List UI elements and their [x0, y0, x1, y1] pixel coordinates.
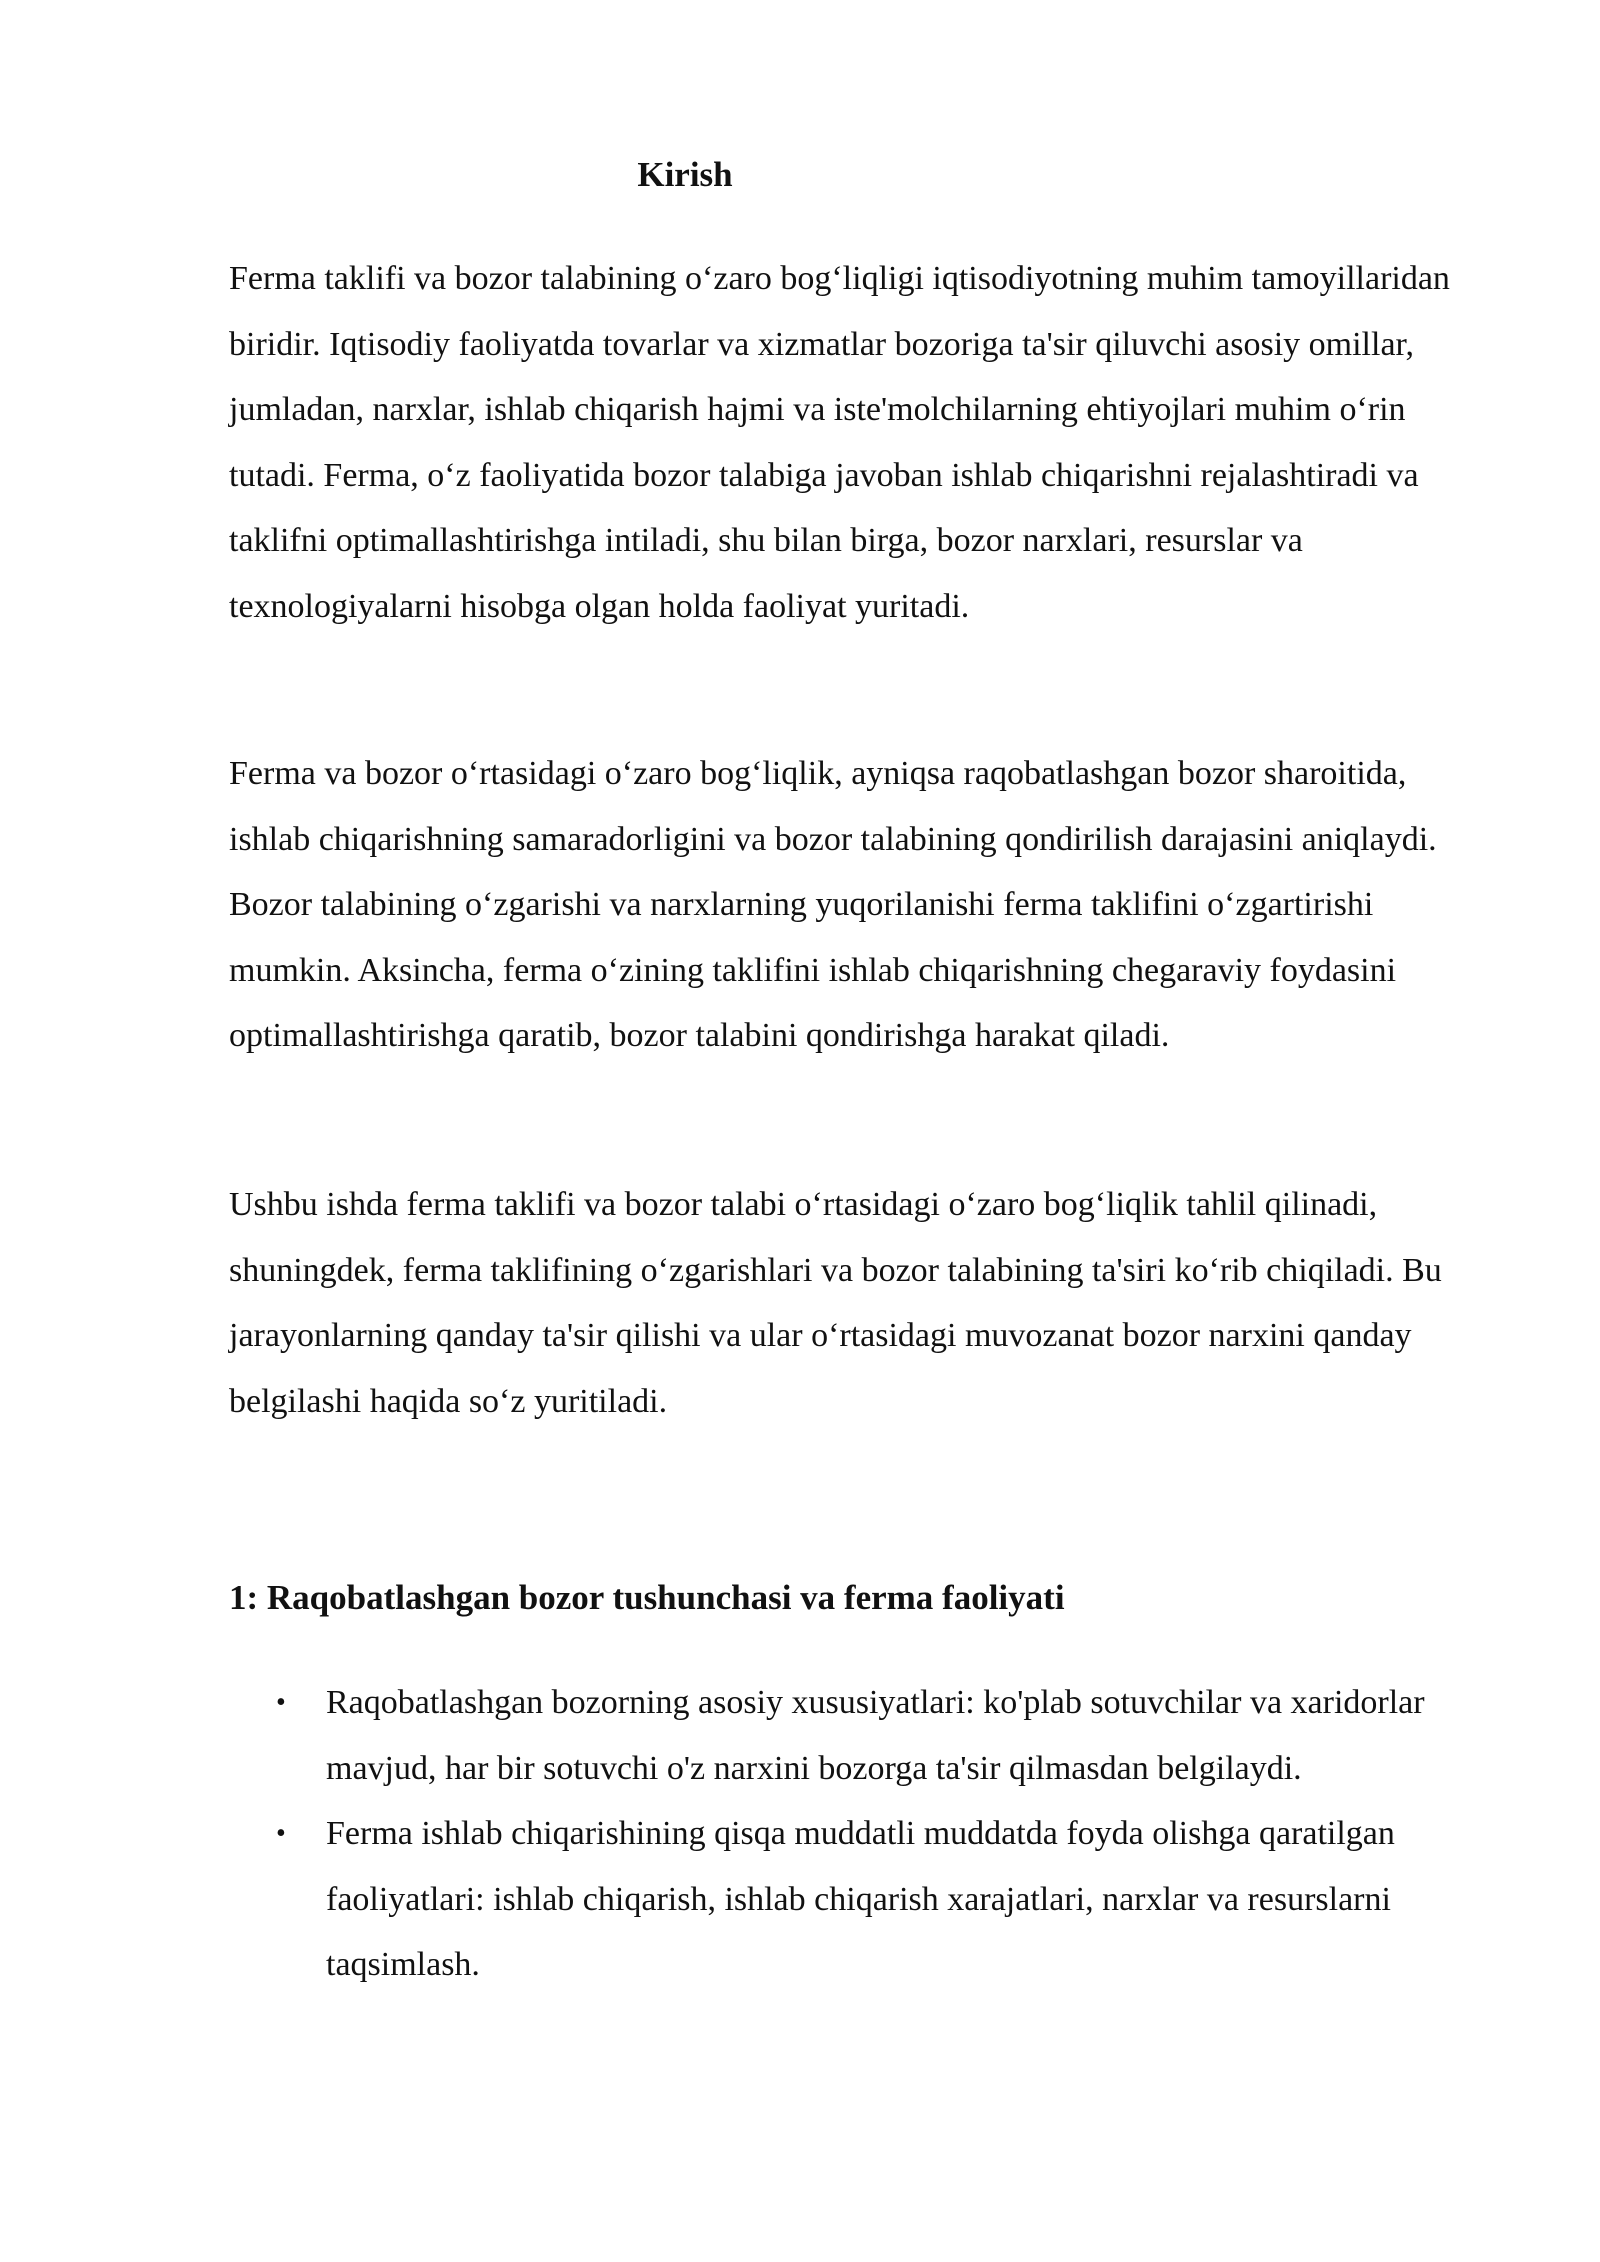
intro-paragraph-1: Ferma taklifi va bozor talabining o‘zaro bog‘liqligi iqtisodiyotning muhim tamoyillaridan biridir. Iqtisodiy faoliyatda tovarlar va xizmatlar bozoriga ta'sir qiluvchi asosiy omillar, jumladan, narxlar, ishlab chiqarish hajmi va iste'molchilarning ehtiyojlari muhim o‘rin tutadi. Ferma, o‘z faoliyatida bozor talabiga javoban ishlab chiqarishni rejalashtiradi va taklifni optimallashtirishga intiladi, shu bilan birga, bozor narxlari, resurslar va texnologiyalarni hisobga olgan holda faoliyat yuritadi. — [229, 260, 1450, 625]
bullet-text: Ferma ishlab chiqarishining qisqa muddatli muddatda foyda olishga qaratilgan faoliyatlari: ishlab chiqarish, ishlab chiqarish xarajatlari, narxlar va resurslarni taqsimlash. — [326, 1815, 1395, 1983]
page-title: Kirish — [637, 155, 733, 194]
bullet-list — [229, 1670, 1489, 1998]
bullet-icon: • — [276, 1818, 286, 1849]
bullet-text: Raqobatlashgan bozorning asosiy xususiyatlari: ko'plab sotuvchilar va xaridorlar mavjud, har bir sotuvchi o'z narxini bozorga ta'sir qilmasdan belgilaydi. — [326, 1684, 1425, 1787]
intro-paragraph-2: Ferma va bozor o‘rtasidagi o‘zaro bog‘liqlik, ayniqsa raqobatlashgan bozor sharoitida, ishlab chiqarishning samaradorligini va bozor talabining qondirilish darajasini aniqlaydi. Bozor talabining o‘zgarishi va narxlarning yuqorilanishi ferma taklifini o‘zgartirishi mumkin. Aksincha, ferma o‘zining taklifini ishlab chiqarishning chegaraviy foydasini optimallashtirishga qaratib, bozor talabini qondirishga harakat qiladi. — [229, 755, 1437, 1054]
bullet-icon: • — [276, 1687, 286, 1718]
list-item — [229, 1670, 1489, 1801]
list-item — [229, 1801, 1489, 1998]
intro-paragraph-3: Ushbu ishda ferma taklifi va bozor talabi o‘rtasidagi o‘zaro bog‘liqlik tahlil qilinadi, shuningdek, ferma taklifining o‘zgarishlari va bozor talabining ta'siri ko‘rib chiqiladi. Bu jarayonlarning qanday ta'sir qilishi va ular o‘rtasidagi muvozanat bozor narxini qanday belgilashi haqida so‘z yuritiladi. — [229, 1186, 1442, 1420]
section-heading: 1: Raqobatlashgan bozor tushunchasi va ferma faoliyati — [229, 1578, 1065, 1617]
